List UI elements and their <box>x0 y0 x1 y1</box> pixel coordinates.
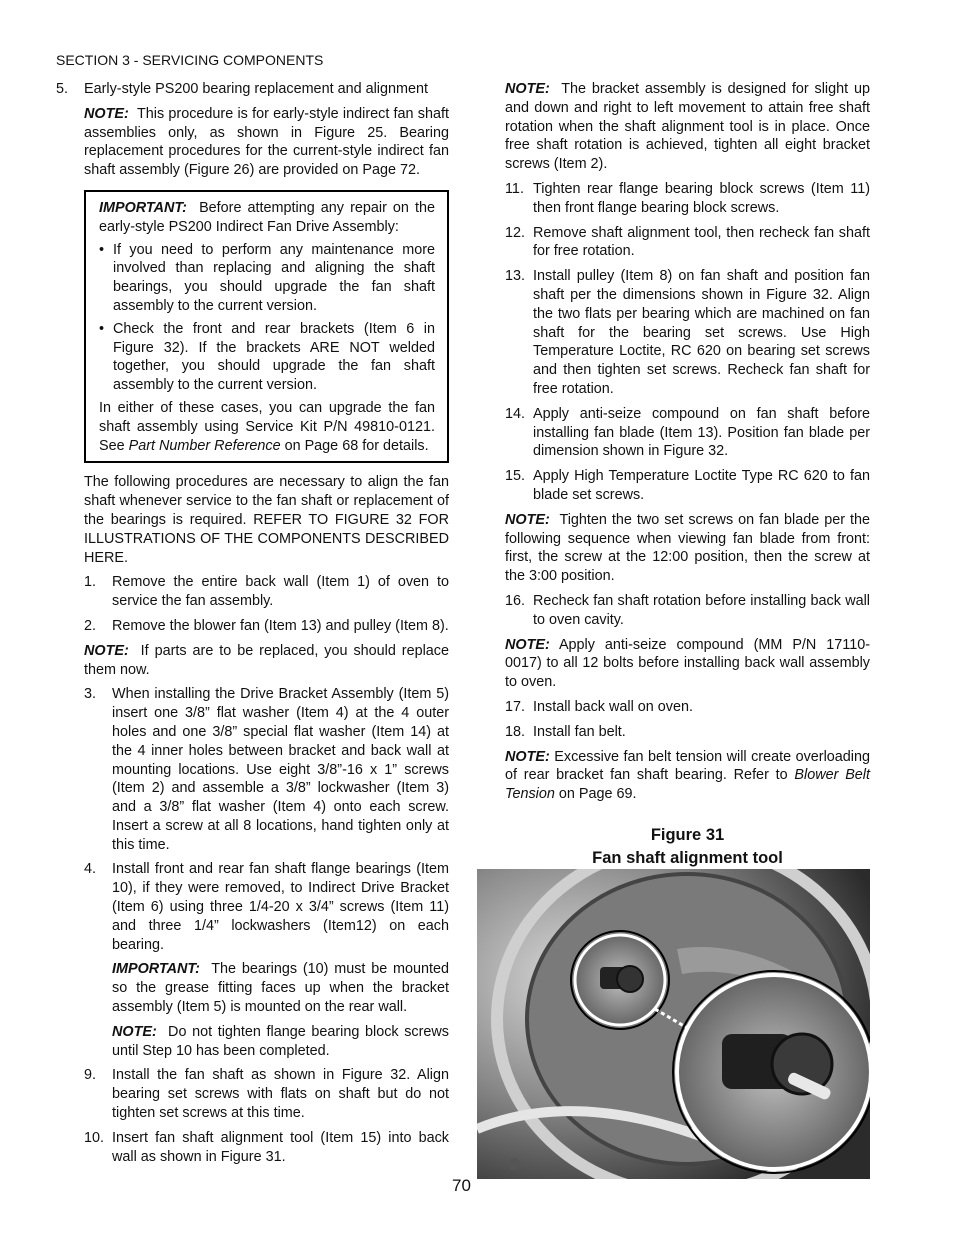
step-10 <box>84 1129 449 1167</box>
step-title: Early-style PS200 bearing replacement and alignment <box>84 81 428 97</box>
step-number: 13. <box>505 268 526 285</box>
note-text: Do not tighten flange bearing block screws until Step 10 has been completed. <box>112 1023 450 1059</box>
figure-number: Figure 31 <box>650 825 725 844</box>
fan-shaft-alignment-photo <box>477 869 870 1179</box>
step-text: Install pulley (Item 8) on fan shaft and position fan shaft per the dimensions shown in Figure 32. Align the two flats per bearing which are machined on fan shaft for the bearing set screws. Use High Temperature Loctite, RC 620 on bearing set screws and then tighten set screws. Recheck fan shaft for free rotation. <box>533 268 870 397</box>
figure-caption <box>505 824 870 870</box>
step-1 <box>84 573 449 611</box>
note-label: NOTE: <box>505 511 550 528</box>
bullet-icon: • <box>99 241 105 258</box>
step-text: Install the fan shaft as shown in Figure 32. Align bearing set screws with flats on shaft but do not tighten set screws at this time. <box>112 1067 449 1122</box>
note-label: NOTE: <box>84 642 129 659</box>
closing-text-end: on Page 68 for details. <box>280 437 429 454</box>
intro-paragraph: The following procedures are necessary to align the fan shaft whenever service to the fan shaft or replacement of the bearings is required. REFER TO FIGURE 32 FOR ILLUSTRATIONS OF THE COMPONENTS DESCRIBED HERE. <box>84 474 449 566</box>
step-number: 2. <box>84 617 97 634</box>
note-label: NOTE: <box>505 636 550 653</box>
step-16 <box>505 592 870 630</box>
step-4 <box>84 860 449 954</box>
note-set-screw-sequence <box>505 511 870 586</box>
step-text: Install back wall on oven. <box>533 698 693 715</box>
step-text: Apply anti-seize compound on fan shaft before installing fan blade (Item 13). Position fan blade per dimension shown in Figure 32. <box>533 405 870 460</box>
step-18 <box>505 723 870 742</box>
steps-group-a <box>84 573 449 1166</box>
step-number: 3. <box>84 686 97 703</box>
note-text: This procedure is for early-style indirect fan shaft assemblies only, as shown in Figure 25. Bearing replacement procedures for the current-style indirect fan shaft assembly (Figure 26) are provided on Page 72. <box>84 105 449 179</box>
step-number: 12. <box>505 224 526 241</box>
left-column <box>56 80 449 1172</box>
important-bullet <box>99 241 435 316</box>
note-replace-parts <box>84 642 449 680</box>
step-13 <box>505 267 870 399</box>
important-text: The bearings (10) must be mounted so the grease fitting faces up when the bracket assembly (Item 5) is mounted on the rear wall. <box>112 961 449 1016</box>
step-text: When installing the Drive Bracket Assembly (Item 5) insert one 3/8” flat washer (Item 4) at the 4 outer holes and one 3/8” special flat washer (Item 14) at the 4 inner holes between bracket and back wall at mounting locations. Use eight 3/8”-16 x 1” screws (Item 2) and assemble a 3/8” lockwasher (Item 3) and a 3/8” flat washer (Item 4) onto each screw. Insert a screw at all 8 locations, hand tighten only at this time. <box>112 686 449 853</box>
step-number: 10. <box>84 1129 105 1146</box>
important-closing <box>99 399 435 455</box>
note-text: Apply anti-seize compound (MM P/N 17110-0017) to all 12 bolts before installing back wall assembly to oven. <box>505 636 870 691</box>
closing-text: In either of these cases, you can upgrade the fan shaft assembly using Service Kit P/N 49810-0121. See <box>99 399 435 454</box>
important-box <box>84 190 449 463</box>
important-bullet <box>99 320 435 395</box>
step-11 <box>505 180 870 218</box>
step-text: Recheck fan shaft rotation before installing back wall to oven cavity. <box>533 592 870 628</box>
note-anti-seize <box>505 636 870 692</box>
bullet-text: Check the front and rear brackets (Item 6 in Figure 32). If the brackets ARE NOT welded together, you should upgrade the fan shaft assembly to the current version. <box>113 320 435 394</box>
step-text: Remove the entire back wall (Item 1) of oven to service the fan assembly. <box>112 574 449 610</box>
step-number: 17. <box>505 698 526 715</box>
step-12 <box>505 224 870 262</box>
step-text: Remove shaft alignment tool, then recheck fan shaft for free rotation. <box>533 224 870 260</box>
important-bearings <box>112 960 449 1016</box>
blower-belt-tension-reference: Blower Belt Tension <box>505 767 870 803</box>
bullet-text: If you need to perform any maintenance more involved than replacing and aligning the shaft bearings, you should upgrade the fan shaft assembly to the current version. <box>113 241 435 314</box>
step-text: Tighten rear flange bearing block screws (Item 11) then front flange bearing block screws. <box>533 180 870 216</box>
step-number: 11. <box>505 180 524 197</box>
step-text: Apply High Temperature Loctite Type RC 620 to fan blade set screws. <box>533 468 870 503</box>
step-number: 16. <box>505 592 526 609</box>
step-number: 5. <box>56 81 69 97</box>
section-header: SECTION 3 - SERVICING COMPONENTS <box>56 52 324 68</box>
step-5 <box>56 80 449 99</box>
step-number: 4. <box>84 861 97 878</box>
step-2 <box>84 617 449 636</box>
step-15 <box>505 467 870 505</box>
part-number-reference-link: Part Number Reference <box>128 437 281 454</box>
step-number: 1. <box>84 574 97 591</box>
note-label: NOTE: <box>505 748 550 765</box>
step-17 <box>505 698 870 717</box>
note-early-style <box>84 105 449 180</box>
note-text: Tighten the two set screws on fan blade per the following sequence when viewing fan blade from front: first, the screw at the 12:00 position, then the screw at the 3:00 position. <box>505 511 870 585</box>
photo-illustration <box>477 869 870 1179</box>
note-label: NOTE: <box>84 105 129 122</box>
note-text: The bracket assembly is designed for slight up and down and right to left movement to attain free shaft rotation when the shaft alignment tool is in place. Once free shaft rotation is achieved, tighten all eight bracket screws (Item 2). <box>505 81 870 173</box>
step-text: Install fan belt. <box>533 723 626 740</box>
step-14 <box>505 405 870 461</box>
note-text: If parts are to be replaced, you should replace them now. <box>84 642 449 678</box>
page-number: 70 <box>452 1176 471 1195</box>
step-text: Install front and rear fan shaft flange bearings (Item 10), if they were removed, to Indirect Drive Bracket (Item 6) using three 1/4-20 x 3/4” screws (Item 11) and three 1/4” lockwashers (Item12) on each bearing. <box>112 861 449 953</box>
step-number: 14. <box>505 405 526 422</box>
step-number: 9. <box>84 1067 97 1084</box>
right-column <box>505 80 870 878</box>
note-text: Excessive fan belt tension will create overloading of rear bracket fan shaft bearing. Refer to <box>505 748 871 784</box>
figure-title: Fan shaft alignment tool <box>592 848 783 867</box>
important-label: IMPORTANT: <box>99 199 187 216</box>
note-label: NOTE: <box>505 81 550 97</box>
important-intro <box>99 199 435 237</box>
step-text: Remove the blower fan (Item 13) and pulley (Item 8). <box>112 617 449 634</box>
note-text-end: on Page 69. <box>554 786 637 803</box>
step-number: 18. <box>505 723 526 740</box>
step-text: Insert fan shaft alignment tool (Item 15) into back wall as shown in Figure 31. <box>112 1129 449 1165</box>
step-9 <box>84 1066 449 1122</box>
bullet-icon: • <box>99 320 105 337</box>
note-belt-tension <box>505 748 870 804</box>
step-3 <box>84 685 449 854</box>
step-number: 15. <box>505 468 526 485</box>
note-bracket-movement <box>505 80 870 174</box>
important-label: IMPORTANT: <box>112 961 200 978</box>
note-do-not-tighten <box>112 1023 449 1061</box>
important-text: Before attempting any repair on the early-style PS200 Indirect Fan Drive Assembly: <box>99 199 436 235</box>
note-label: NOTE: <box>112 1023 157 1040</box>
